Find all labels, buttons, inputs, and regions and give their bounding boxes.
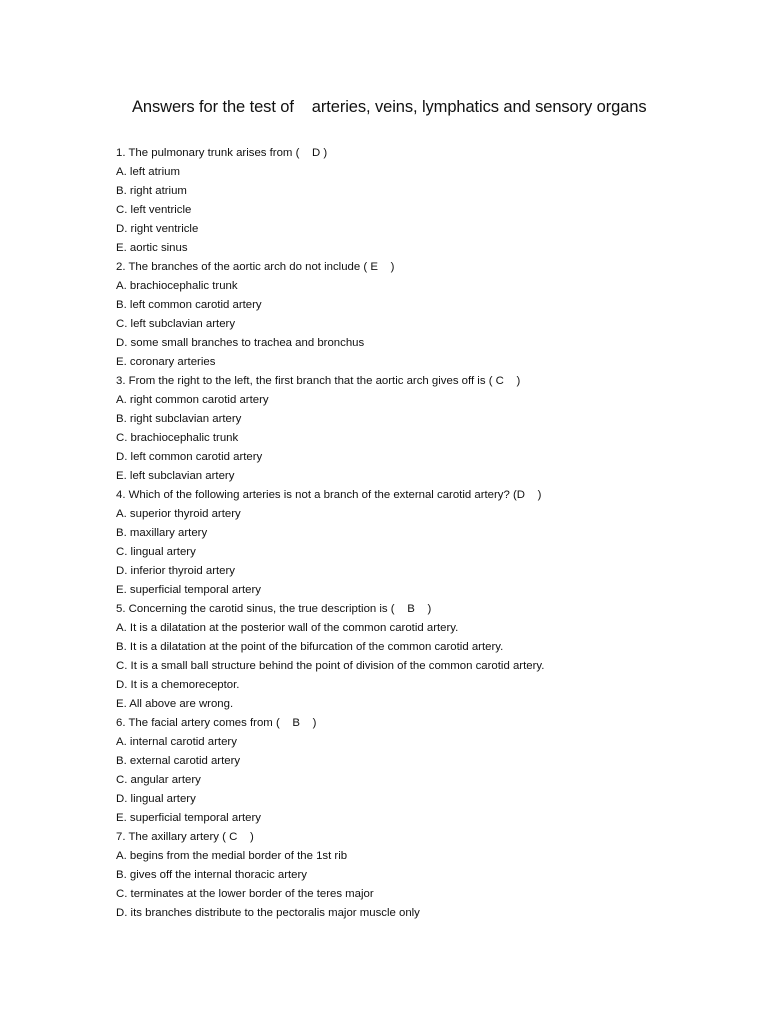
option-line: D. right ventricle (116, 223, 199, 235)
option-line: C. left ventricle (116, 204, 192, 216)
option-line: A. internal carotid artery (116, 736, 237, 748)
option-line: E. aortic sinus (116, 242, 188, 254)
question-6: 6. The facial artery comes from ( B ) (116, 717, 317, 729)
option-line: B. right atrium (116, 185, 187, 197)
option-line: E. superficial temporal artery (116, 812, 261, 824)
option-line: C. It is a small ball structure behind the point of division of the common carotid artery. (116, 660, 545, 672)
question-4: 4. Which of the following arteries is not a branch of the external carotid artery? (D ) (116, 489, 542, 501)
option-line: B. gives off the internal thoracic artery (116, 869, 307, 881)
option-line: E. left subclavian artery (116, 470, 235, 482)
question-2: 2. The branches of the aortic arch do not include ( E ) (116, 261, 395, 273)
option-line: B. right subclavian artery (116, 413, 242, 425)
option-line: A. left atrium (116, 166, 180, 178)
option-line: A. superior thyroid artery (116, 508, 241, 520)
option-line: E. All above are wrong. (116, 698, 234, 710)
question-3: 3. From the right to the left, the first branch that the aortic arch gives off is ( C ) (116, 375, 521, 387)
question-5: 5. Concerning the carotid sinus, the true description is ( B ) (116, 603, 432, 615)
question-1: 1. The pulmonary trunk arises from ( D ) (116, 147, 328, 159)
option-line: D. It is a chemoreceptor. (116, 679, 240, 691)
option-line: D. left common carotid artery (116, 451, 263, 463)
option-line: D. lingual artery (116, 793, 196, 805)
page-title: Answers for the test of arteries, veins, lymphatics and sensory organs (132, 98, 647, 116)
option-line: B. left common carotid artery (116, 299, 262, 311)
option-line: D. its branches distribute to the pectoralis major muscle only (116, 907, 420, 919)
option-line: A. brachiocephalic trunk (116, 280, 238, 292)
option-line: A. begins from the medial border of the 1st rib (116, 850, 348, 862)
option-line: A. right common carotid artery (116, 394, 269, 406)
option-line: B. It is a dilatation at the point of the bifurcation of the common carotid artery. (116, 641, 504, 653)
option-line: D. inferior thyroid artery (116, 565, 236, 577)
option-line: E. coronary arteries (116, 356, 216, 368)
option-line: C. angular artery (116, 774, 201, 786)
option-line: C. lingual artery (116, 546, 196, 558)
option-line: C. left subclavian artery (116, 318, 236, 330)
question-list (116, 144, 746, 923)
option-line: D. some small branches to trachea and bronchus (116, 337, 365, 349)
option-line: A. It is a dilatation at the posterior wall of the common carotid artery. (116, 622, 459, 634)
option-line: C. brachiocephalic trunk (116, 432, 239, 444)
option-line: B. external carotid artery (116, 755, 241, 767)
option-line: B. maxillary artery (116, 527, 208, 539)
option-line: E. superficial temporal artery (116, 584, 261, 596)
question-7: 7. The axillary artery ( C ) (116, 831, 254, 843)
option-line: C. terminates at the lower border of the teres major (116, 888, 374, 900)
